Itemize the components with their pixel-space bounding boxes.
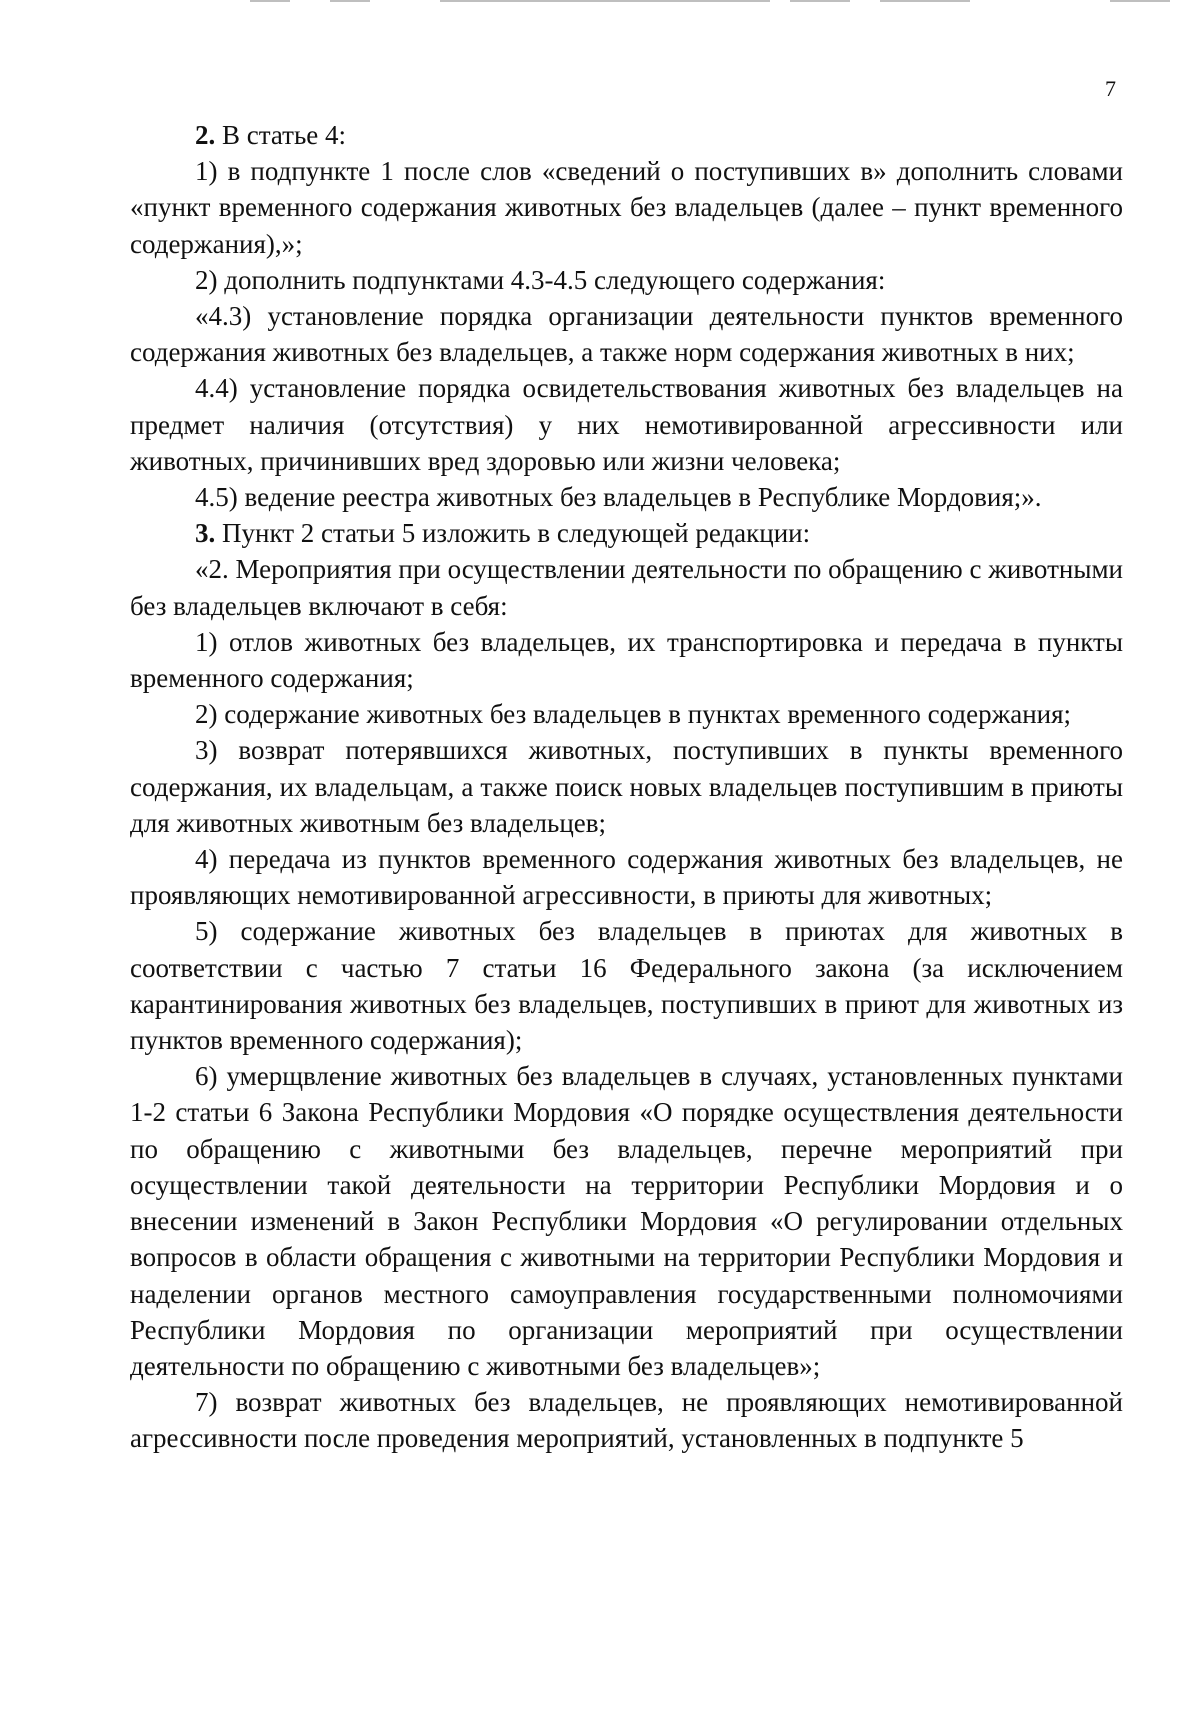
paragraph: [130, 153, 1123, 262]
paragraph-text: 2) дополнить подпунктами 4.3-4.5 следующего содержания:: [195, 264, 886, 295]
paragraph-text: 7) возврат животных без владельцев, не проявляющих немотивированной агрессивности после проведения мероприятий, установленных в подпункте 5: [130, 1387, 1123, 1454]
paragraph: [130, 1058, 1123, 1384]
scan-artifact-line: [440, 0, 770, 2]
paragraph: [130, 1384, 1123, 1456]
scan-artifact-line: [250, 0, 290, 2]
paragraph-text: В статье 4:: [215, 120, 347, 150]
section-number: 2.: [195, 120, 216, 150]
paragraph-text: 6) умерщвление животных без владельцев в случаях, установленных пунктами 1-2 статьи 6 Закона Республики Мордовия «О порядке осуществления деятельности по обращению с животными без владельцев, перечне мероприятий при осуществлении такой деятельности на территории Республики Мордовия и о внесении изменений в Закон Республики Мордовия «О регулировании отдельных вопросов в области обращения с животными на территории Республики Мордовия и наделении органов местного самоуправления государственными полномочиями Республики Мордовия по организации мероприятий при осуществлении деятельности по обращению с животными без владельцев»;: [130, 1061, 1123, 1381]
paragraph: [130, 479, 1123, 515]
paragraph: [130, 624, 1123, 696]
scan-artifact-line: [880, 0, 970, 2]
paragraph-text: 4.4) установление порядка освидетельствования животных без владельцев на предмет наличия (отсутствия) у них немотивированной агрессивности или животных, причинивших вред здоровью или жизни человека;: [130, 373, 1123, 476]
paragraph-text: 2) содержание животных без владельцев в пунктах временного содержания;: [195, 699, 1072, 730]
paragraph-section-3: [130, 515, 1123, 551]
document-body: [130, 117, 1123, 1457]
page-number: 7: [1105, 76, 1116, 101]
paragraph: [130, 370, 1123, 479]
paragraph-text: 4) передача из пунктов временного содержания животных без владельцев, не проявляющих немотивированной агрессивности, в приюты для животных;: [130, 844, 1123, 911]
paragraph-text: 5) содержание животных без владельцев в приютах для животных в соответствии с частью 7 статьи 16 Федерального закона (за исключением карантинирования животных без владельцев, поступивших в приют для животных из пунктов временного содержания);: [130, 916, 1123, 1056]
scan-artifact-line: [1110, 0, 1170, 2]
paragraph-text: Пункт 2 статьи 5 изложить в следующей редакции:: [215, 518, 811, 549]
paragraph: [130, 551, 1123, 623]
paragraph-text: «4.3) установление порядка организации деятельности пунктов временного содержания животных без владельцев, а также норм содержания животных в них;: [130, 301, 1123, 368]
paragraph: [130, 262, 1123, 298]
scan-artifact-line: [790, 0, 850, 2]
paragraph-section-2: [130, 117, 1123, 153]
scan-artifact-line: [330, 0, 370, 2]
paragraph-text: 1) отлов животных без владельцев, их транспортировка и передача в пункты временного содержания;: [130, 626, 1123, 694]
paragraph: [130, 732, 1123, 841]
paragraph-text: «2. Мероприятия при осуществлении деятельности по обращению с животными без владельцев включают в себя:: [130, 554, 1123, 621]
paragraph: [130, 298, 1123, 370]
paragraph: [130, 841, 1123, 913]
paragraph-text: 1) в подпункте 1 после слов «сведений о поступивших в» дополнить словами «пункт временного содержания животных без владельцев (далее – пункт временного содержания),»;: [130, 156, 1123, 259]
paragraph-text: 4.5) ведение реестра животных без владельцев в Республике Мордовия;».: [195, 482, 1042, 513]
paragraph: [130, 913, 1123, 1058]
paragraph-text: 3) возврат потерявшихся животных, поступивших в пункты временного содержания, их владельцам, а также поиск новых владельцев поступившим в приюты для животных животным без владельцев;: [130, 735, 1123, 838]
section-number: 3.: [195, 518, 216, 549]
paragraph: [130, 696, 1123, 732]
